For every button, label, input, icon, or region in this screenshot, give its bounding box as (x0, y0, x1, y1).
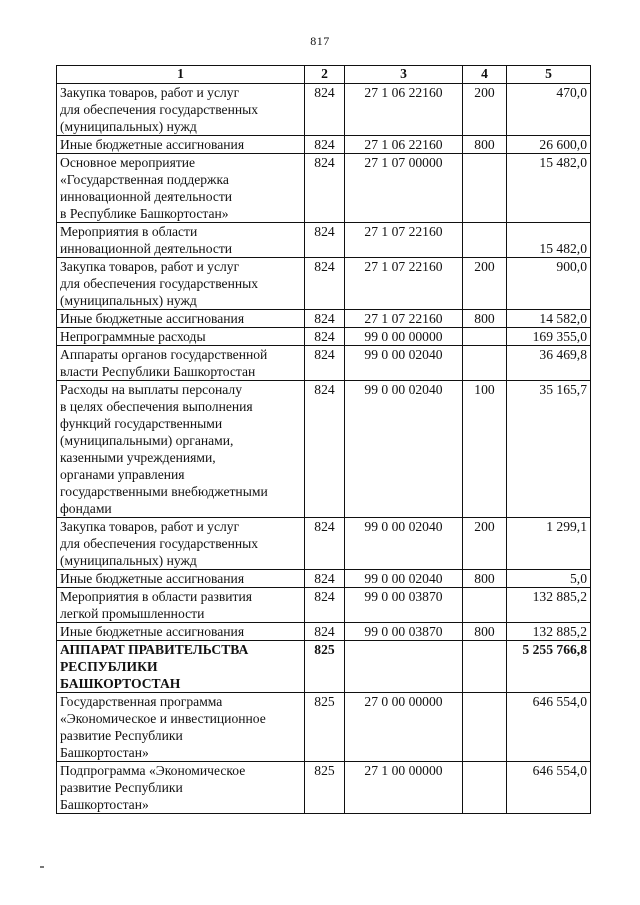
table-row (57, 223, 591, 258)
item-name: Непрограммные расходы (57, 328, 305, 346)
expense-type-code (463, 762, 507, 814)
item-name: Иные бюджетные ассигнования (57, 570, 305, 588)
table-row (57, 588, 591, 623)
ministry-code: 825 (305, 693, 345, 762)
ministry-code: 824 (305, 518, 345, 570)
header-col-5: 5 (507, 66, 591, 84)
ministry-code: 824 (305, 381, 345, 518)
item-name: Расходы на выплаты персоналу в целях обеспечения выполнения функций государственными (муниципальными) органами, казенными учреждениями, органами управления государственными внебюджетными фондами (57, 381, 305, 518)
ministry-code: 824 (305, 588, 345, 623)
target-article-code: 27 1 07 22160 (345, 258, 463, 310)
item-name: Закупка товаров, работ и услуг для обеспечения государственных (муниципальных) нужд (57, 84, 305, 136)
item-name: Мероприятия в области развития легкой промышленности (57, 588, 305, 623)
ministry-code: 825 (305, 762, 345, 814)
target-article-code: 99 0 00 00000 (345, 328, 463, 346)
expense-type-code (463, 154, 507, 223)
item-name: Государственная программа «Экономическое и инвестиционное развитие Республики Башкортостан» (57, 693, 305, 762)
ministry-code: 824 (305, 154, 345, 223)
table-row (57, 328, 591, 346)
table-body (57, 84, 591, 814)
item-name: Закупка товаров, работ и услуг для обеспечения государственных (муниципальных) нужд (57, 258, 305, 310)
header-col-2: 2 (305, 66, 345, 84)
ministry-code: 824 (305, 310, 345, 328)
expense-type-code (463, 588, 507, 623)
table-row (57, 693, 591, 762)
item-name: АППАРАТ ПРАВИТЕЛЬСТВА РЕСПУБЛИКИ БАШКОРТОСТАН (57, 641, 305, 693)
amount: 1 299,1 (507, 518, 591, 570)
expense-type-code: 800 (463, 310, 507, 328)
ministry-code: 824 (305, 223, 345, 258)
target-article-code: 27 1 06 22160 (345, 84, 463, 136)
expense-type-code: 200 (463, 258, 507, 310)
table-row (57, 154, 591, 223)
ministry-code: 824 (305, 346, 345, 381)
expense-type-code: 800 (463, 570, 507, 588)
expense-type-code: 200 (463, 84, 507, 136)
header-col-1: 1 (57, 66, 305, 84)
amount: 26 600,0 (507, 136, 591, 154)
item-name: Закупка товаров, работ и услуг для обеспечения государственных (муниципальных) нужд (57, 518, 305, 570)
expense-type-code (463, 693, 507, 762)
target-article-code: 99 0 00 02040 (345, 346, 463, 381)
expense-type-code: 800 (463, 136, 507, 154)
table-header-row (57, 66, 591, 84)
table-row (57, 623, 591, 641)
ministry-code: 825 (305, 641, 345, 693)
item-name: Мероприятия в области инновационной деятельности (57, 223, 305, 258)
header-col-3: 3 (345, 66, 463, 84)
item-name: Иные бюджетные ассигнования (57, 310, 305, 328)
page-number: 817 (310, 34, 330, 48)
amount: 132 885,2 (507, 623, 591, 641)
target-article-code: 99 0 00 03870 (345, 623, 463, 641)
target-article-code: 27 0 00 00000 (345, 693, 463, 762)
target-article-code: 99 0 00 03870 (345, 588, 463, 623)
amount: 646 554,0 (507, 693, 591, 762)
ministry-code: 824 (305, 136, 345, 154)
ministry-code: 824 (305, 570, 345, 588)
expense-type-code: 200 (463, 518, 507, 570)
amount: 14 582,0 (507, 310, 591, 328)
target-article-code: 27 1 07 00000 (345, 154, 463, 223)
table-row (57, 258, 591, 310)
target-article-code: 99 0 00 02040 (345, 570, 463, 588)
amount: 36 469,8 (507, 346, 591, 381)
amount: 470,0 (507, 84, 591, 136)
table-row (57, 310, 591, 328)
table-row (57, 346, 591, 381)
ministry-code: 824 (305, 623, 345, 641)
ministry-code: 824 (305, 328, 345, 346)
amount: 132 885,2 (507, 588, 591, 623)
expense-type-code (463, 346, 507, 381)
table-row (57, 84, 591, 136)
amount: 5 255 766,8 (507, 641, 591, 693)
ministry-code: 824 (305, 258, 345, 310)
header-col-4: 4 (463, 66, 507, 84)
target-article-code: 99 0 00 02040 (345, 381, 463, 518)
item-name: Подпрограмма «Экономическое развитие Республики Башкортостан» (57, 762, 305, 814)
item-name: Аппараты органов государственной власти Республики Башкортостан (57, 346, 305, 381)
item-name: Иные бюджетные ассигнования (57, 136, 305, 154)
amount: 900,0 (507, 258, 591, 310)
item-name: Иные бюджетные ассигнования (57, 623, 305, 641)
table-row (57, 136, 591, 154)
expense-type-code: 100 (463, 381, 507, 518)
amount: 35 165,7 (507, 381, 591, 518)
item-name: Основное мероприятие «Государственная поддержка инновационной деятельности в Республике Башкортостан» (57, 154, 305, 223)
expense-type-code (463, 223, 507, 258)
expense-type-code (463, 328, 507, 346)
amount: 5,0 (507, 570, 591, 588)
table-row (57, 641, 591, 693)
expense-type-code: 800 (463, 623, 507, 641)
amount: 15 482,0 (507, 154, 591, 223)
table-row (57, 518, 591, 570)
target-article-code: 27 1 06 22160 (345, 136, 463, 154)
table-row (57, 570, 591, 588)
target-article-code: 27 1 07 22160 (345, 223, 463, 258)
target-article-code (345, 641, 463, 693)
table-row (57, 762, 591, 814)
page-speck (40, 866, 44, 868)
target-article-code: 99 0 00 02040 (345, 518, 463, 570)
budget-table (56, 65, 591, 814)
target-article-code: 27 1 07 22160 (345, 310, 463, 328)
amount: 15 482,0 (507, 223, 591, 258)
table-row (57, 381, 591, 518)
ministry-code: 824 (305, 84, 345, 136)
expense-type-code (463, 641, 507, 693)
amount: 169 355,0 (507, 328, 591, 346)
target-article-code: 27 1 00 00000 (345, 762, 463, 814)
amount: 646 554,0 (507, 762, 591, 814)
